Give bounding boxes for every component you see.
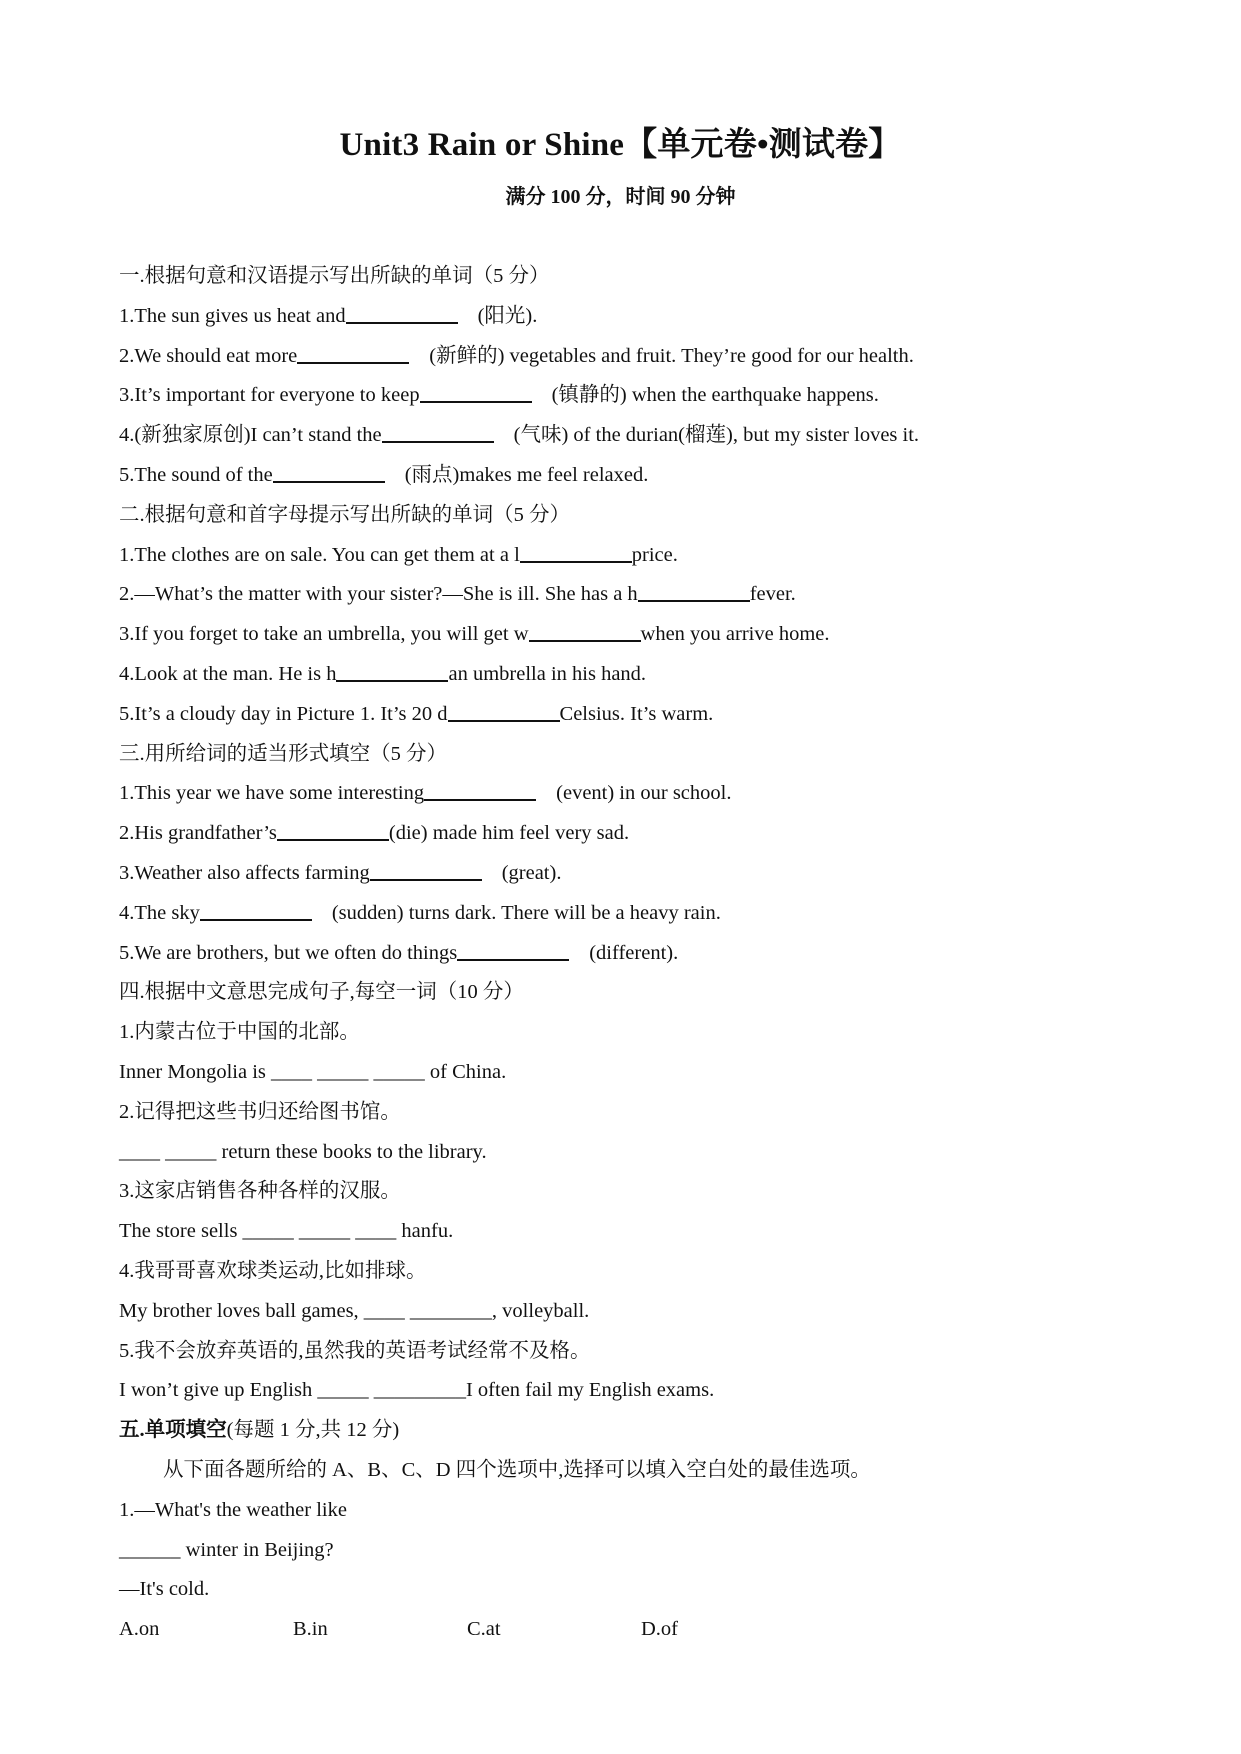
section-1-heading: 一.根据句意和汉语提示写出所缺的单词（5 分） <box>119 265 550 287</box>
section-5-heading-bold: 五.单项填空 <box>119 1419 227 1442</box>
section-5-heading <box>119 1411 1159 1451</box>
s1-q5-text: 5.The sound of the <box>119 463 273 486</box>
s5-q1-line-3: —It's cold. <box>119 1578 210 1601</box>
s1-question-1 <box>119 297 1159 337</box>
s2-question-2 <box>119 575 1159 615</box>
exam-content <box>119 257 1159 1650</box>
answer-blank[interactable] <box>448 698 560 722</box>
s3-q3-text: 3.Weather also affects farming <box>119 861 370 884</box>
s4-q5-chinese: 5.我不会放弃英语的,虽然我的英语考试经常不及格。 <box>119 1339 591 1362</box>
s3-question-4 <box>119 894 1159 934</box>
s4-q2-english[interactable]: ____ _____ return these books to the library. <box>119 1140 487 1163</box>
s4-q1-chinese: 1.内蒙古位于中国的北部。 <box>119 1021 360 1044</box>
s1-question-5 <box>119 456 1159 496</box>
page-title: Unit3 Rain or Shine【单元卷•测试卷】 <box>339 127 902 163</box>
s1-q3-text: 3.It’s important for everyone to keep <box>119 384 420 407</box>
s2-q4-text: 4.Look at the man. He is h <box>119 662 337 685</box>
s3-q3-hint: (great). <box>501 861 562 884</box>
s1-q1-text: 1.The sun gives us heat and <box>119 304 346 327</box>
s1-question-4 <box>119 416 1159 456</box>
answer-blank[interactable] <box>346 300 458 324</box>
s3-q4-hint: (sudden) turns dark. There will be a heavy rain. <box>331 901 721 924</box>
answer-blank[interactable] <box>336 658 448 682</box>
s3-q5-hint: (different). <box>589 941 679 964</box>
s1-question-2 <box>119 337 1159 377</box>
s4-q3-chinese: 3.这家店销售各种各样的汉服。 <box>119 1180 401 1203</box>
s3-q2-text: 2.His grandfather’s <box>119 822 277 845</box>
s3-q2-tail: (die) made him feel very sad. <box>388 822 630 845</box>
answer-blank[interactable] <box>420 379 532 403</box>
answer-blank[interactable] <box>529 618 641 642</box>
answer-blank[interactable] <box>457 937 569 961</box>
answer-blank[interactable] <box>277 817 389 841</box>
section-4-heading: 四.根据中文意思完成句子,每空一词（10 分） <box>119 981 524 1004</box>
s1-q3-hint: (镇静的) when the earthquake happens. <box>551 384 879 407</box>
section-2-heading: 二.根据句意和首字母提示写出所缺的单词（5 分） <box>119 503 570 526</box>
s2-q2-text: 2.—What’s the matter with your sister?—She is ill. She has a h <box>119 583 638 606</box>
s5-q1-line-2: ______ winter in Beijing? <box>119 1538 334 1561</box>
s3-q1-hint: (event) in our school. <box>556 782 732 805</box>
s5-q1-line-1: 1.—What's the weather like <box>119 1498 347 1521</box>
answer-blank[interactable] <box>638 578 750 602</box>
s3-q4-text: 4.The sky <box>119 901 200 924</box>
s1-q4-text: 4.(新独家原创)I can’t stand the <box>119 424 382 447</box>
s1-q1-hint: (阳光). <box>477 304 538 327</box>
s2-q3-text: 3.If you forget to take an umbrella, you will get w <box>119 623 529 646</box>
option-c[interactable]: C.at <box>467 1618 501 1641</box>
s5-q1-options <box>119 1610 1159 1650</box>
s1-q4-hint: (气味) of the durian(榴莲), but my sister loves it. <box>513 424 920 447</box>
s1-q2-hint: (新鲜的) vegetables and fruit. They’re good for our health. <box>429 344 914 367</box>
s2-q1-tail: price. <box>631 543 678 566</box>
answer-blank[interactable] <box>273 459 385 483</box>
option-b[interactable]: B.in <box>293 1618 328 1641</box>
s4-q2-chinese: 2.记得把这些书归还给图书馆。 <box>119 1100 401 1123</box>
s3-question-3 <box>119 854 1159 894</box>
s2-q4-tail: an umbrella in his hand. <box>448 662 647 685</box>
section-5-heading-score: (每题 1 分,共 12 分) <box>226 1419 400 1442</box>
s2-q1-text: 1.The clothes are on sale. You can get them at a l <box>119 543 520 566</box>
s2-question-3 <box>119 615 1159 655</box>
s3-question-1 <box>119 774 1159 814</box>
answer-blank[interactable] <box>382 419 494 443</box>
s4-q5-english[interactable]: I won’t give up English _____ _________I often fail my English exams. <box>119 1379 715 1402</box>
s4-q3-english[interactable]: The store sells _____ _____ ____ hanfu. <box>119 1220 454 1243</box>
s2-q3-tail: when you arrive home. <box>640 623 830 646</box>
option-a[interactable]: A.on <box>119 1618 160 1641</box>
answer-blank[interactable] <box>424 777 536 801</box>
answer-blank[interactable] <box>200 897 312 921</box>
s4-q4-english[interactable]: My brother loves ball games, ____ ________, volleyball. <box>119 1299 590 1322</box>
s2-q5-tail: Celsius. It’s warm. <box>559 702 714 725</box>
answer-blank[interactable] <box>370 857 482 881</box>
s3-q1-text: 1.This year we have some interesting <box>119 782 425 805</box>
s4-q4-chinese: 4.我哥哥喜欢球类运动,比如排球。 <box>119 1259 427 1282</box>
page-subtitle: 满分 100 分，时间 90 分钟 <box>505 186 736 208</box>
s3-q5-text: 5.We are brothers, but we often do things <box>119 941 458 964</box>
s2-q2-tail: fever. <box>749 583 796 606</box>
s2-question-5 <box>119 695 1159 735</box>
option-d[interactable]: D.of <box>641 1618 679 1641</box>
answer-blank[interactable] <box>520 539 632 563</box>
s4-q1-english[interactable]: Inner Mongolia is ____ _____ _____ of China. <box>119 1060 507 1083</box>
s2-question-1 <box>119 536 1159 576</box>
s1-q2-text: 2.We should eat more <box>119 344 298 367</box>
s2-q5-text: 5.It’s a cloudy day in Picture 1. It’s 20 d <box>119 702 448 725</box>
s3-question-2 <box>119 814 1159 854</box>
s1-question-3 <box>119 376 1159 416</box>
section-3-heading: 三.用所给词的适当形式填空（5 分） <box>119 742 447 765</box>
answer-blank[interactable] <box>297 340 409 364</box>
section-5-instruction: 从下面各题所给的 A、B、C、D 四个选项中,选择可以填入空白处的最佳选项。 <box>163 1458 871 1481</box>
s2-question-4 <box>119 655 1159 695</box>
s1-q5-hint: (雨点)makes me feel relaxed. <box>404 463 649 486</box>
s3-question-5 <box>119 934 1159 974</box>
